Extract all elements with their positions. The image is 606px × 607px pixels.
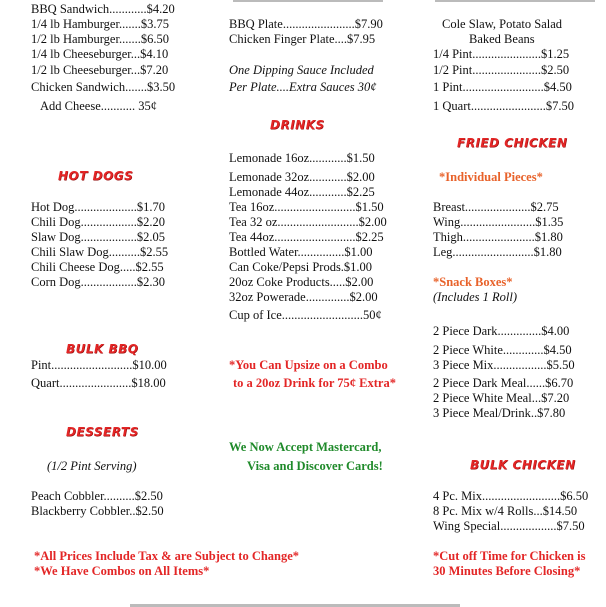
top-cut-line-mid [233,0,383,2]
sauce-note: Per Plate....Extra Sauces 30¢ [229,80,377,94]
menu-item: 1/2 lb Hamburger.......$6.50 [31,32,169,46]
cards-note: Visa and Discover Cards! [247,459,383,473]
menu-item: 1/4 lb Cheeseburger...$4.10 [31,47,169,61]
menu-item: Chili Dog..................$2.20 [31,215,166,229]
add-cheese: Add Cheese........... 35¢ [40,99,157,113]
menu-item: Tea 44oz..........................$2.25 [229,230,384,244]
fried-chicken-heading: FRIED CHICKEN [457,136,568,150]
menu-item: Tea 32 oz..........................$2.00 [229,215,387,229]
top-cut-line-right [435,0,595,2]
menu-item: 20oz Coke Products.....$2.00 [229,275,374,289]
menu-item: Chili Cheese Dog.....$2.55 [31,260,164,274]
menu-item: Quart.......................$18.00 [31,376,166,390]
menu-item: Wing........................$1.35 [433,215,564,229]
menu-item: 1/4 lb Hamburger.......$3.75 [31,17,169,31]
menu-item: Lemonade 16oz............$1.50 [229,151,375,165]
sides-title: Baked Beans [469,32,535,46]
menu-item: Chili Slaw Dog..........$2.55 [31,245,169,259]
cutoff-note: 30 Minutes Before Closing* [433,564,581,578]
footer-note: *We Have Combos on All Items* [34,564,210,578]
menu-item: Breast.....................$2.75 [433,200,559,214]
menu-item: Leg..........................$1.80 [433,245,562,259]
sides-title: Cole Slaw, Potato Salad [442,17,563,31]
sauce-note: One Dipping Sauce Included [229,63,374,77]
menu-item: Pint..........................$10.00 [31,358,167,372]
menu-item: 1/4 Pint......................$1.25 [433,47,570,61]
drinks-heading: DRINKS [270,118,325,132]
menu-item: Chicken Finger Plate....$7.95 [229,32,376,46]
bulk-chicken-heading: BULK CHICKEN [470,458,576,472]
menu-item: Thigh.......................$1.80 [433,230,563,244]
cutoff-note: *Cut off Time for Chicken is [433,549,586,563]
menu-item: 2 Piece Dark Meal......$6.70 [433,376,574,390]
menu-item: Can Coke/Pepsi Prods.$1.00 [229,260,373,274]
snack-boxes-note: (Includes 1 Roll) [433,290,518,304]
menu-item: Lemonade 44oz............$2.25 [229,185,375,199]
menu-item: Peach Cobbler..........$2.50 [31,489,163,503]
menu-item: 8 Pc. Mix w/4 Rolls...$14.50 [433,504,578,518]
menu-item: Chicken Sandwich.......$3.50 [31,80,176,94]
menu-item: Tea 16oz..........................$1.50 [229,200,384,214]
desserts-heading: DESSERTS [66,425,139,439]
cards-note: We Now Accept Mastercard, [229,440,382,454]
menu-item: 1 Quart........................$7.50 [433,99,574,113]
individual-pieces-title: *Individual Pieces* [439,170,543,184]
hot-dogs-heading: HOT DOGS [58,169,134,183]
menu-item: 32oz Powerade..............$2.00 [229,290,378,304]
desserts-note: (1/2 Pint Serving) [47,459,137,473]
menu-item: Blackberry Cobbler..$2.50 [31,504,164,518]
menu-item: 1 Pint..........................$4.50 [433,80,572,94]
menu-item: BBQ Sandwich............$4.20 [31,2,175,16]
menu-item: 2 Piece White.............$4.50 [433,343,572,357]
menu-item: Lemonade 32oz............$2.00 [229,170,375,184]
upsize-note: *You Can Upsize on a Combo [229,358,388,372]
bulk-bbq-heading: BULK BBQ [66,342,139,356]
menu-item: 3 Piece Meal/Drink..$7.80 [433,406,566,420]
snack-boxes-title: *Snack Boxes* [433,275,513,289]
menu-item: 2 Piece Dark..............$4.00 [433,324,570,338]
menu-item: Bottled Water...............$1.00 [229,245,373,259]
upsize-note: to a 20oz Drink for 75¢ Extra* [233,376,396,390]
footer-note: *All Prices Include Tax & are Subject to Change* [34,549,300,563]
menu-item: 3 Piece Mix.................$5.50 [433,358,575,372]
menu-item: Hot Dog....................$1.70 [31,200,166,214]
menu-item: Cup of Ice..........................50¢ [229,308,382,322]
menu-item: 1/2 Pint......................$2.50 [433,63,570,77]
menu-item: BBQ Plate.......................$7.90 [229,17,383,31]
menu-item: 2 Piece White Meal...$7.20 [433,391,570,405]
menu-item: 4 Pc. Mix.........................$6.50 [433,489,589,503]
menu-item: Slaw Dog..................$2.05 [31,230,166,244]
menu-item: 1/2 lb Cheeseburger...$7.20 [31,63,169,77]
menu-item: Corn Dog..................$2.30 [31,275,166,289]
menu-item: Wing Special..................$7.50 [433,519,585,533]
